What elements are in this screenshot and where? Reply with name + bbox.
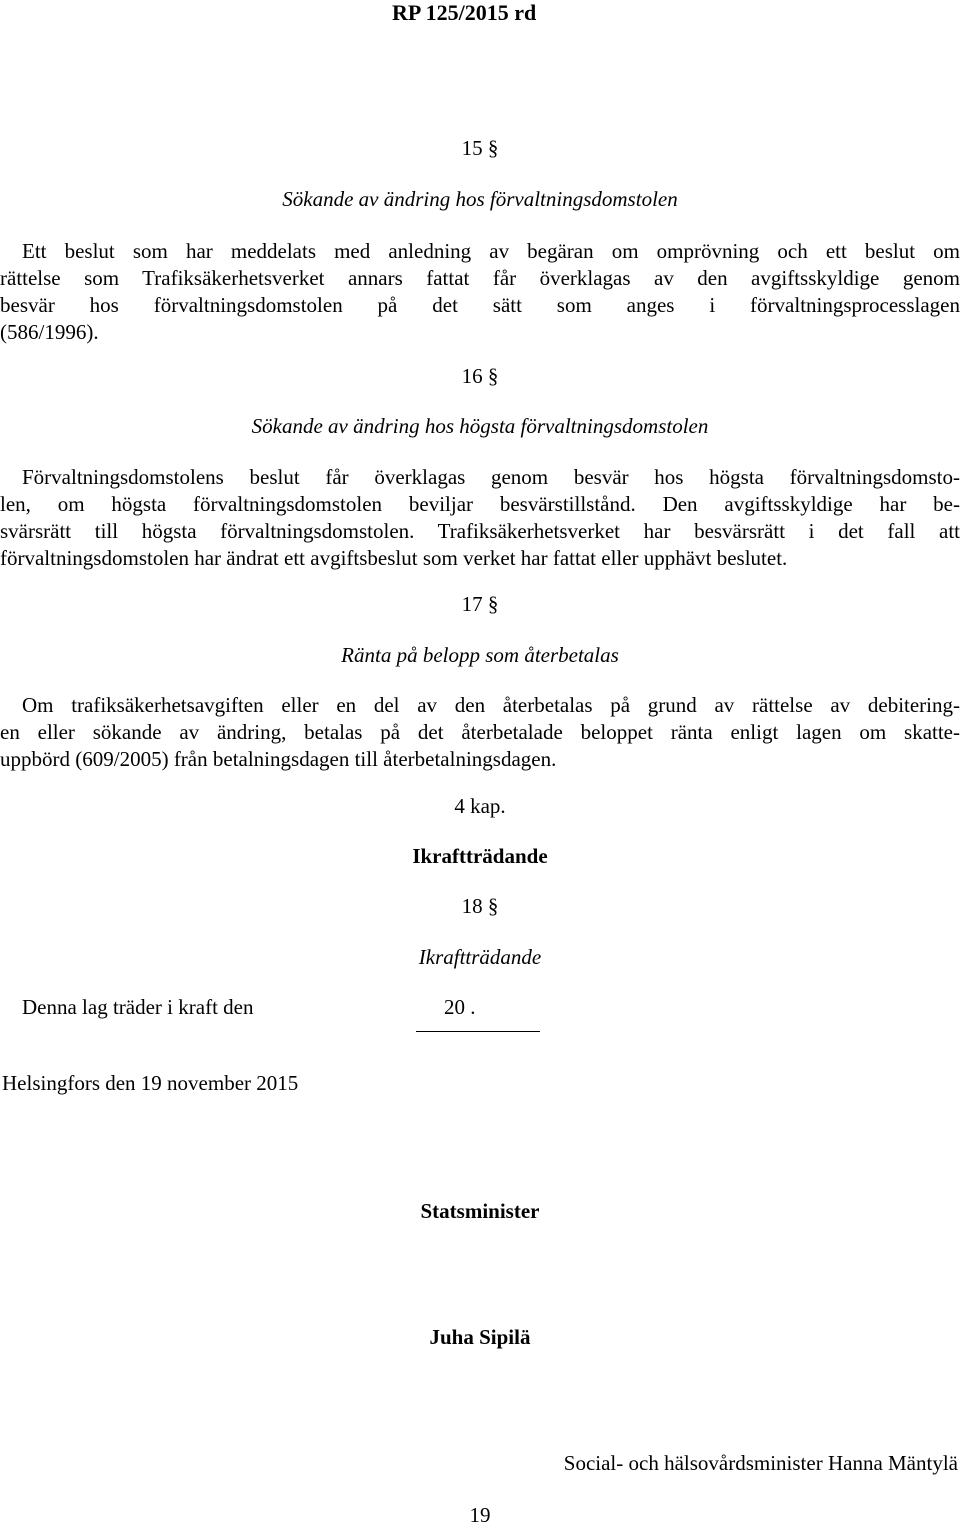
entry-into-force-date: 20 . [444,995,476,1019]
chapter-number: 4 kap. [454,794,506,818]
section-16-line: len, om högsta förvaltningsdomstolen beviljar besvärstillstånd. Den avgiftsskyldige har be- [0,492,960,516]
section-17-body [0,692,960,773]
section-15-heading: Sökande av ändring hos förvaltningsdomstolen [282,187,678,211]
document-header: RP 125/2015 rd [392,0,537,25]
place-date: Helsingfors den 19 november 2015 [2,1071,299,1095]
signature-title: Statsminister [420,1199,540,1223]
section-17-line: Om trafiksäkerhetsavgiften eller en del av den återbetalas på grund av rättelse av debitering- [22,693,960,717]
section-17-line: uppbörd (609/2005) från betalningsdagen till återbetalningsdagen. [0,747,557,771]
section-16-number: 16 § [461,364,499,388]
section-17-line: en eller sökande av ändring, betalas på det återbetalade beloppet ränta enligt lagen om skatte- [0,720,960,744]
section-15-line: (586/1996). [0,320,99,344]
section-17-heading: Ränta på belopp som återbetalas [341,643,619,667]
section-16-line: Förvaltningsdomstolens beslut får överklagas genom besvär hos högsta förvaltningsdomsto- [22,465,960,489]
section-15-number: 15 § [461,136,499,160]
section-16-line: förvaltningsdomstolen har ändrat ett avgiftsbeslut som verket har fattat eller upphävt beslutet. [0,546,788,570]
section-16-heading: Sökande av ändring hos högsta förvaltningsdomstolen [251,414,709,438]
section-15-body [0,238,960,346]
entry-into-force-text: Denna lag träder i kraft den [22,995,254,1019]
section-18-heading: Ikraftträdande [418,945,542,969]
section-15-line: rättelse som Trafiksäkerhetsverket annars fattat får överklagas av den avgiftsskyldige genom [0,266,960,290]
section-17-number: 17 § [461,592,499,616]
chapter-title: Ikraftträdande [412,844,548,868]
section-15-line: Ett beslut som har meddelats med anledning av begäran om omprövning och ett beslut om [22,239,960,263]
section-18-number: 18 § [461,894,499,918]
minister-signature: Social- och hälsovårdsminister Hanna Mäntylä [563,1451,958,1475]
page-number: 19 [469,1503,491,1527]
section-15-line: besvär hos förvaltningsdomstolen på det sätt som anges i förvaltningsprocesslagen [0,293,960,317]
signature-name: Juha Sipilä [429,1325,531,1349]
date-blank-line [416,1031,540,1032]
section-16-line: svärsrätt till högsta förvaltningsdomstolen. Trafiksäkerhetsverket har besvärsrätt i det fall att [0,519,960,543]
section-16-body [0,464,960,572]
